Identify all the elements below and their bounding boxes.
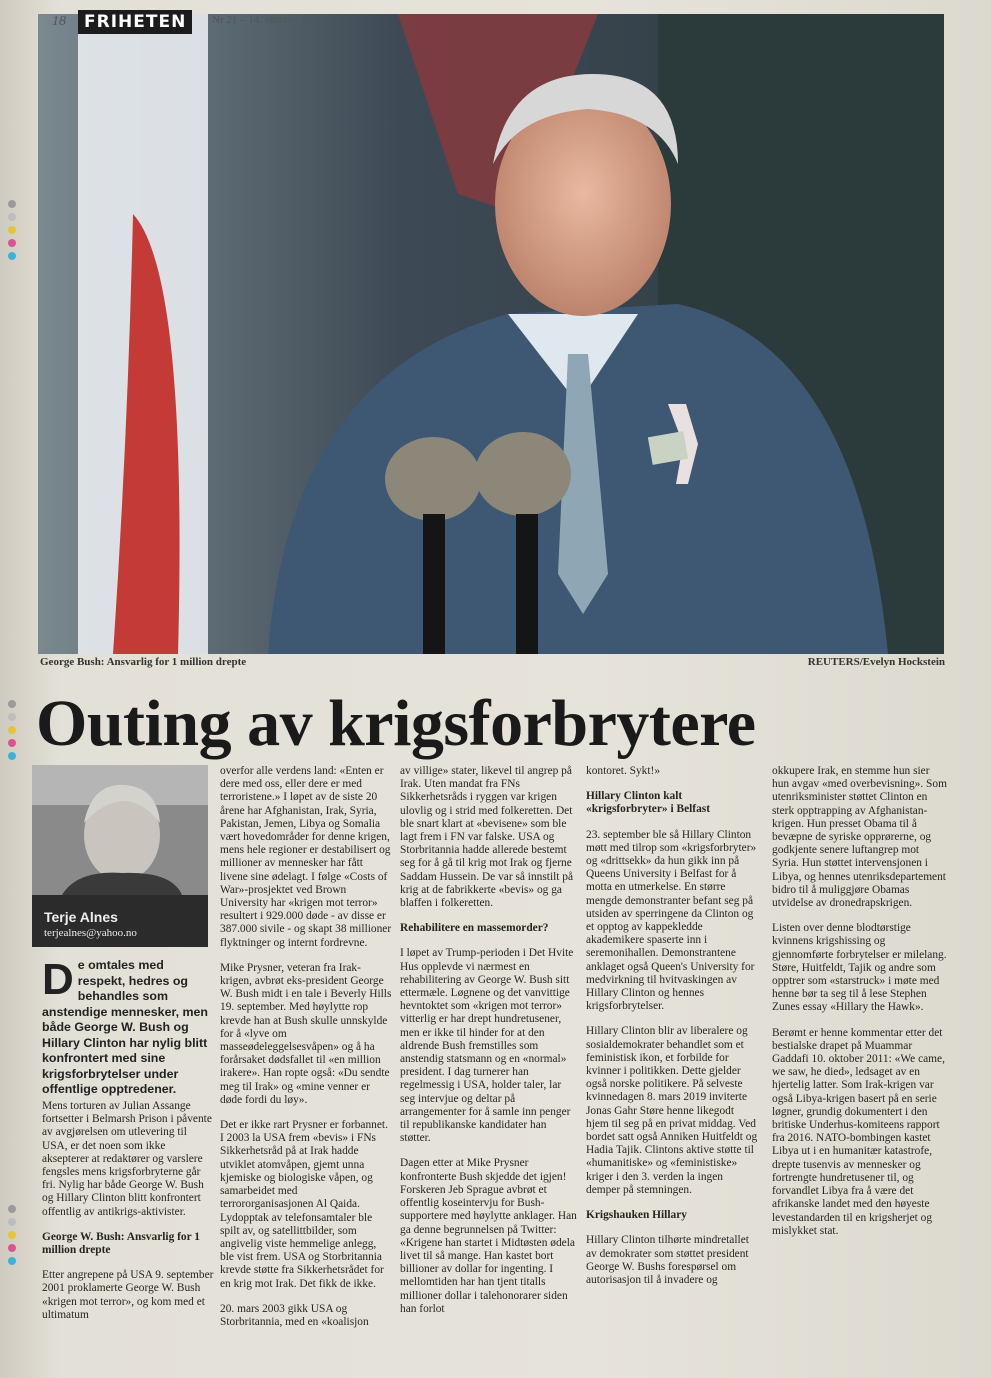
print-mark-dot	[8, 252, 16, 260]
body-paragraph: av villige» stater, likevel til angrep på Irak. Uten mandat fra FNs Sikkerhetsråds i ryggen var krigen ulovlig og i strid med folkeretten. Det ble snart klart at «bevisene» som ble lagt frem i FN var falske. USA og Storbritannia hadde allerede bestemt seg for å gå til krig mot Irak og fjerne Saddam Hussein. De var så innstilt på krig at de fabrikkerte «bevis» og ga blaffen i folkeretten.	[400, 765, 574, 910]
print-mark-dot	[8, 1244, 16, 1252]
photo-caption: George Bush: Ansvarlig for 1 million drepte	[40, 656, 247, 668]
section-heading: George W. Bush: Ansvarlig for 1 million drepte	[42, 1230, 201, 1257]
print-mark-dot	[8, 1218, 16, 1226]
print-mark-dot	[8, 726, 16, 734]
lead-text: e omtales med respekt, hedres og behandles som anstendige mennesker, men både George W. Bush og Hillary Clinton har nylig blitt konfrontert med sine krigsforbrytelser under offentlige opptredener.	[42, 958, 208, 1096]
article-column-1	[42, 1100, 214, 1334]
article-column-5	[772, 765, 948, 1250]
author-portrait-icon	[32, 765, 208, 895]
print-mark-dot	[8, 700, 16, 708]
print-mark-dot	[8, 752, 16, 760]
drop-cap: D	[42, 955, 74, 1004]
author-byline	[32, 895, 208, 947]
body-paragraph: Berømt er henne kommentar etter det bestialske drapet på Muammar Gaddafi 10. oktober 2011: «We came, we saw, he died», ledsaget av en hjertelig latter. Som Irak-krigen var også Libya-krigen basert på en serie løgner, grundig dokumentert i den britiske Underhus-komiteens rapport fra 2016. NATO-bombingen kastet Libya ut i en humanitær katastrofe, drepte tusenvis av mennesker og fortrengte hundretusener til, og forvandlet Libya fra å være det afrikanske landet med den høyeste levestandarden til en krigsherjet og mislykket stat.	[772, 1026, 945, 1237]
print-mark-dot	[8, 226, 16, 234]
print-mark-dot	[8, 1257, 16, 1265]
author-name: Terje Alnes	[44, 909, 118, 925]
body-paragraph: I løpet av Trump-perioden i Det Hvite Hus opplevde vi nærmest en rehabilitering av George W. Bush sitt ettermæle. Løgnene og det vanvittige hevntoktet som «krigen mot terror» vitterlig er har drept hundretusener, men er ikke til hinder for at den aldrende Bush fremstilles som anstendig statsmann og en «normal» president. I dag turnerer han regelmessig i USA, holder taler, lar seg intervjue og deltar på arrangementer for å samle inn penger til republikanske kandidater han støtter.	[400, 947, 574, 1145]
paper-logo: FRIHETEN	[78, 10, 192, 34]
bush-photo	[38, 14, 944, 654]
section-heading: Krigshauken Hillary	[586, 1209, 687, 1222]
page-number: 18	[52, 14, 66, 29]
print-mark-dot	[8, 239, 16, 247]
print-mark-dot	[8, 213, 16, 221]
body-paragraph: overfor alle verdens land: «Enten er dere med oss, eller dere er med terroristene.» I løpet av de siste 20 årene har Afghanistan, Irak, Syria, Pakistan, Jemen, Libya og Somalia vært hovedområder for denne krigen, mens hele regioner er destabilisert og millioner av mennesker har fått livene sine ødelagt. I følge «Costs of War»-prosjektet ved Brown University har «krigen mot terror» resultert i 929.000 døde - av disse er 387.000 sivile - og skapt 38 millioner flyktninger og internt fordrevne.	[220, 765, 392, 949]
bush-photo-illustration	[38, 14, 944, 654]
article-column-4	[586, 765, 758, 1299]
print-marks-mid	[8, 700, 18, 765]
print-mark-dot	[8, 1231, 16, 1239]
print-mark-dot	[8, 739, 16, 747]
author-email: terjealnes@yahoo.no	[44, 927, 137, 939]
body-paragraph: Hillary Clinton blir av liberalere og sosialdemokrater behandlet som et feministisk ikon, et forbilde for kvinner i politikken. Dette gjelder også norske politikere. På selveste kvinnedagen 8. mars 2019 inviterte Jonas Gahr Støre henne likegodt hjem til seg på en privat middag. Ved bordet satt også Anniken Huitfeldt og Hadia Tajik. Clintons aktive støtte til «humanitiske» og «feministiske» kriger i den 3. verden la ingen demper på stemningen.	[586, 1025, 758, 1196]
body-paragraph: 23. september ble så Hillary Clinton møtt med tilrop som «krigsforbryter» og «drittsekk» da hun gikk inn på Queens University i Belfast for å motta en utmerkelse. En større mengde demonstranter befant seg på utsiden av sperringene da Clinton og et opptog av kappekledde akademikere spaserte inn i seremonihallen. Demonstrantene anklaget også Queen's University for medvirkning til hvitvaskingen av Hillary Clinton og hennes krigsforbrytelser.	[586, 828, 757, 1013]
body-paragraph: Hillary Clinton tilhørte mindretallet av demokrater som støttet president George W. Bushs forespørsel om autorisasjon til å invadere og	[586, 1234, 749, 1286]
headline: Outing av krigsforbrytere	[36, 687, 756, 760]
body-paragraph: Mike Prysner, veteran fra Irak-krigen, avbrøt eks-president George W. Bush midt i en tale i Beverly Hills 19. september. Med høylytte rop krevde han at Bush skulle unnskylde for å «lyve om masseødeleggelsesvåpen» og å ha forårsaket dødsfallet til «en million irakere». Han ropte også: «Du sendte meg til Irak» og «mine venner er døde fordi du løy».	[220, 961, 392, 1106]
print-mark-dot	[8, 1205, 16, 1213]
body-paragraph: okkupere Irak, en stemme hun sier hun avgav «med overbevisning». Som utenriksminister støttet Clinton en sterk opptrapping av Afghanistan-krigen. Hun presset Obama til å bevæpne de syriske opprørerne, og godkjente senere luftangrep mot Syria. Hun støttet intervensjonen i Libya, og hennes utenriksdepartement bidro til å muliggjøre Obamas utvidelse av dronedrapskrigen.	[772, 765, 947, 910]
article-column-2	[220, 765, 392, 1341]
print-mark-dot	[8, 200, 16, 208]
page-header	[44, 8, 944, 34]
photo-credit: REUTERS/Evelyn Hockstein	[807, 656, 945, 668]
body-paragraph: 20. mars 2003 gikk USA og Storbritannia, med en «koalisjon	[220, 1302, 369, 1328]
print-marks-top	[8, 200, 18, 265]
print-marks-bottom	[8, 1205, 18, 1270]
issue-date: Nr 21 – 14. oktober 2021	[212, 14, 324, 26]
author-photo	[32, 765, 208, 895]
body-paragraph: Etter angrepene på USA 9. september 2001 proklamerte George W. Bush «krigen mot terror», og kom med et ultimatum	[42, 1269, 214, 1321]
body-paragraph: Listen over denne blodtørstige kvinnens krigshissing og gjennomførte forbrytelser er milelang. Støre, Huitfeldt, Tajik og andre som opptrer som «starstruck» i møte med henne bør ta seg til å lese Stephen Zunes essay «Hillary the Hawk».	[772, 922, 947, 1014]
section-heading: Hillary Clinton kalt «krigsforbryter» i Belfast	[586, 790, 711, 816]
body-paragraph: kontoret. Sykt!»	[586, 765, 661, 777]
body-paragraph: Det er ikke rart Prysner er forbannet. I 2003 la USA frem «bevis» i FNs Sikkerhetsråd på at Irak hadde utviklet atomvåpen, gjemt unna kjemiske og biologiske våpen, og samarbeidet med terrororganisasjonen Al Qaida. Lydopptak av telefonsamtaler ble spilt av, og satellittbilder, som angivelig viste hemmelige anlegg, ble vist frem. USA og Storbritannia krevde støtte fra Sikkerhetsrådet for en krig mot Irak. Det fikk de ikke.	[220, 1119, 388, 1290]
section-heading: Rehabilitere en massemorder?	[400, 922, 549, 935]
print-mark-dot	[8, 713, 16, 721]
article-column-3	[400, 765, 578, 1328]
body-paragraph: Mens torturen av Julian Assange fortsetter i Belmarsh Prison i påvente av avgjørelsen om utlevering til USA, er det noen som ikke aksepterer at redaktører og varslere fengsles mens krigsforbryterne går fri. Nylig har både George W. Bush og Hillary Clinton blitt konfrontert offentlig av antikrigs-aktivister.	[42, 1100, 212, 1218]
lead-paragraph	[42, 955, 212, 1098]
body-paragraph: Dagen etter at Mike Prysner konfronterte Bush skjedde det igjen! Forskeren Jeb Sprague avbrøt et offentlig koseintervju for Bush-supportere med høylytte anklager. Han ga denne begrunnelsen på Twitter: «Krigene han startet i Midtøsten ødela livet til så mange. Han kastet bort billioner av dollar for ingenting. I mellomtiden har han tjent titalls millioner dollar i talehonorarer siden han forlot	[400, 1157, 577, 1315]
